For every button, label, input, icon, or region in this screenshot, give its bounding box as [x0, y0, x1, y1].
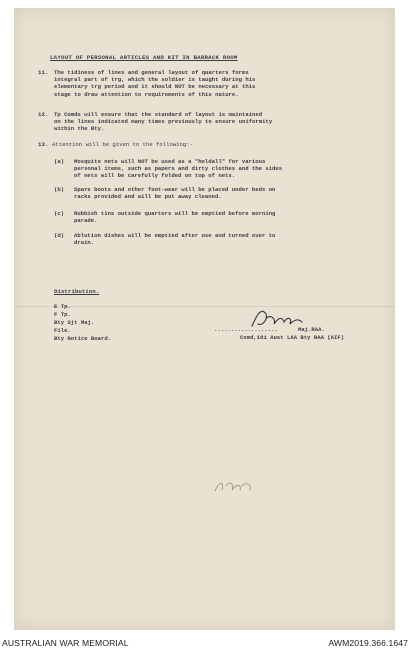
sub-item-text: Spare boots and other foot-wear will be placed under beds on racks provided and will be put away cleaned. [74, 186, 276, 201]
document-page [14, 8, 395, 630]
footer-institution: AUSTRALIAN WAR MEMORIAL [2, 638, 129, 648]
paragraph-number: 11. [38, 69, 49, 76]
sub-item-text: Mosquito nets will NOT be used as a "holdall" for various personal items, such as papers and dirty clothes and the sides of nets will be carefully folded on top of nets. [74, 158, 283, 180]
distribution-item: Bty Sjt Maj. [54, 319, 95, 326]
fold-line [14, 306, 395, 307]
paragraph-text: Attention will be given to the following:- [52, 141, 193, 148]
paragraph-text: The tidiness of lines and general layout of quarters forms integral part of trg, which the soldier is taught during his elementary trg period and it should NOT be necessary at this stage to draw attention to requirements of this nature. [54, 69, 256, 98]
sub-item-label: (a) [54, 158, 65, 165]
paragraph-number: 12. [38, 111, 49, 118]
signature-appointment: Comd,161 Aust LAA Bty RAA (AIF) [240, 334, 345, 341]
distribution-title: Distribution. [54, 288, 100, 295]
distribution-item: E Tp. [54, 303, 71, 310]
distribution-item: Bty Notice Board. [54, 335, 112, 342]
pencil-mark [212, 476, 256, 496]
signature-rank: Maj.RAA. [298, 326, 325, 333]
paragraph-number: 13. [38, 141, 49, 148]
sub-item-label: (c) [54, 210, 65, 217]
paragraph-text: Tp Comds will ensure that the standard of layout is maintained on the lines indicated many times previously to ensure uniformity within the Bty. [54, 111, 273, 133]
document-heading: LAYOUT OF PERSONAL ARTICLES AND KIT IN BARRACK ROOM [50, 54, 238, 61]
sub-item-label: (b) [54, 186, 65, 193]
distribution-item: F Tp. [54, 311, 71, 318]
distribution-item: File. [54, 327, 71, 334]
sub-item-label: (d) [54, 232, 65, 239]
footer-accession-number: AWM2019.366.1647 [328, 638, 408, 648]
sub-item-text: Ablution dishes will be emptied after use and turned over to drain. [74, 232, 276, 247]
signature-dots: ................... [214, 326, 278, 333]
sub-item-text: Rubbish tins outside quarters will be emptied before morning parade. [74, 210, 276, 225]
